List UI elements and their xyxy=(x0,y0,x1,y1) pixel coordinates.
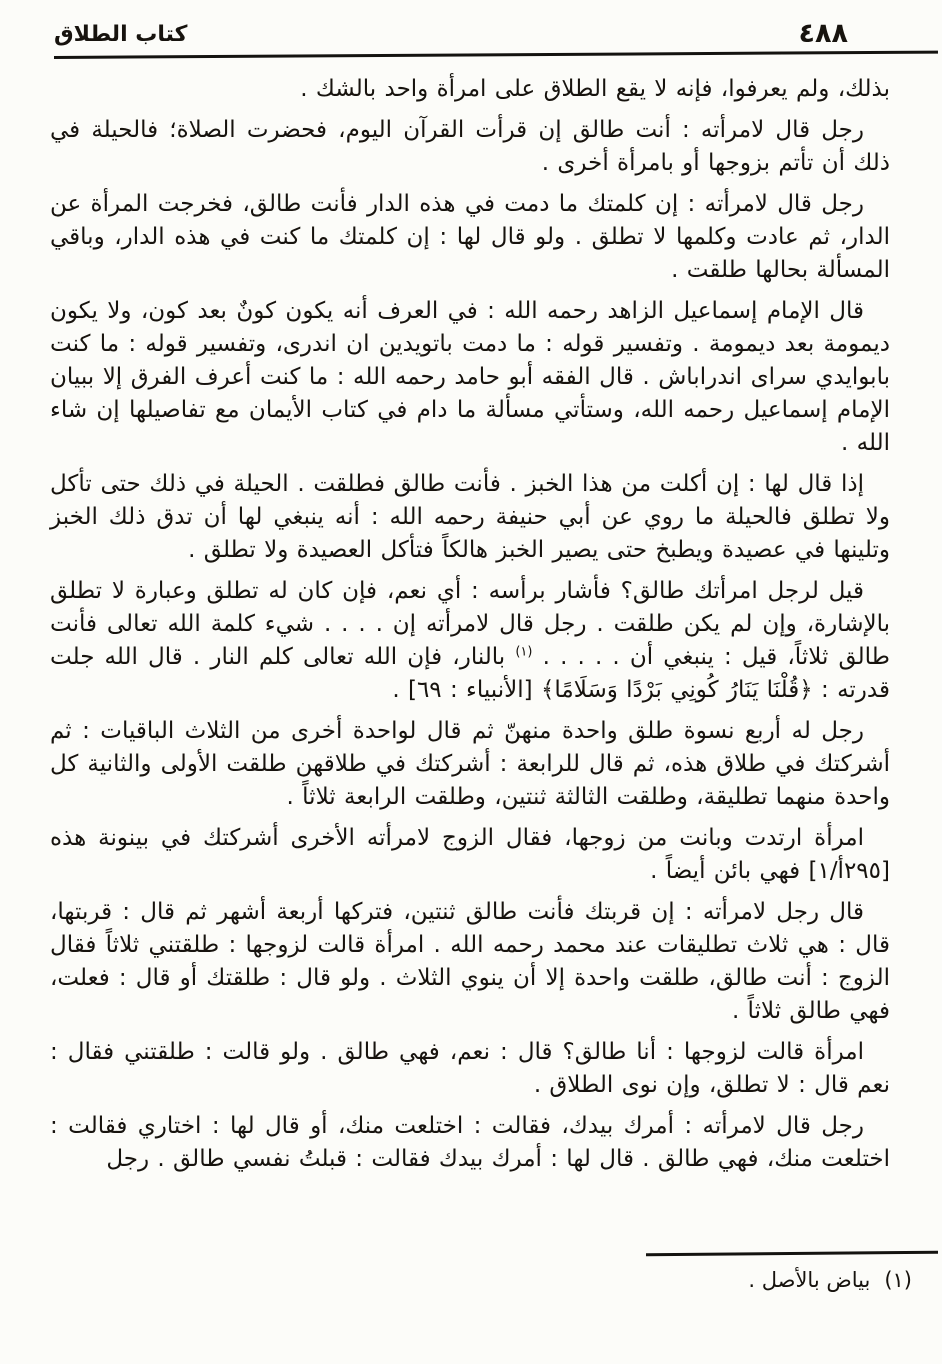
paragraph: امرأة ارتدت وبانت من زوجها، فقال الزوج لامرأته الأخرى أشركتك في بينونة هذه [٢٩٥أ/١] فهي بائن أيضاً . xyxy=(50,825,890,884)
paragraph-text-before: قيل لرجل امرأتك طالق؟ فأشار برأسه : أي نعم، فإن كان له تطلق وعبارة لا تطلق بالإشارة، وإن لم يكن طلقت . رجل قال لامرأته إن . . . . شيء كلمة الله تعالى فأنت طالق ثلاثاً، قيل : ينبغي أن . . . . . xyxy=(50,578,890,670)
paragraph: رجل قال لامرأته : إن كلمتك ما دمت في هذه الدار فأنت طالق، فخرجت المرأة عن الدار، ثم عادت وكلمها لا تطلق . ولو قال لها : إن كلمتك ما كنت في هذه الدار، وباقي المسألة بحالها طلقت . xyxy=(50,191,890,283)
paragraph: رجل قال لامرأته : أمرك بيدك، فقالت : اختلعت منك، أو قال لها : اختاري فقالت : اختلعت منك، فهي طالق . قال لها : أمرك بيدك فقالت : قبلتُ نفسي طالق . رجل xyxy=(50,1113,890,1172)
paragraph: رجل له أربع نسوة طلق واحدة منهنّ ثم قال لواحدة أخرى من الثلاث الباقيات : ثم أشركتك في طلاق هذه، ثم قال للرابعة : أشركتك في طلاقهن طلقت الأولى والثانية كل واحدة منهما تطليقة، وطلقت الثالثة ثنتين، وطلقت الرابعة ثلاثاً . xyxy=(50,718,890,810)
paragraph-with-footnote xyxy=(50,575,890,707)
chapter-title: كتاب الطلاق xyxy=(54,22,188,47)
paragraph-text-after: بالنار، فإن الله تعالى كلم النار . قال الله جلت قدرته : ﴿قُلْنَا يَنَارُ كُونِي بَرْدًا وَسَلَامًا﴾ [الأنبياء : ٦٩] . xyxy=(50,644,890,703)
page-number: ٤٨٨ xyxy=(798,18,848,49)
page-body xyxy=(0,59,942,1176)
header-rule xyxy=(54,51,938,59)
footnote xyxy=(0,1255,942,1295)
paragraph: امرأة قالت لزوجها : أنا طالق؟ قال : نعم، فهي طالق . ولو قالت : طلقتني فقال : نعم قال : لا تطلق، وإن نوى الطلاق . xyxy=(50,1039,890,1098)
paragraph: إذا قال لها : إن أكلت من هذا الخبز . فأنت طالق فطلقت . الحيلة في ذلك حتى تأكل ولا تطلق فالحيلة ما روي عن أبي حنيفة رحمه الله : أنه ينبغي لها أن تدق ذلك الخبز وتلينها في عصيدة ويطبخ حتى يصير الخبز هالكاً فتأكل العصيدة ولا تطلق . xyxy=(50,471,890,563)
paragraph: قال الإمام إسماعيل الزاهد رحمه الله : في العرف أنه يكون كونٌ بعد كون، ولا يكون ديمومة بعد ديمومة . وتفسير قوله : ما دمت باتويدين ان اندرى، وتفسير قوله : ما كنت بابوايدي سراى اندراباش . قال الفقه أبو حامد رحمه الله : ما كنت أعرف الفرق إلا ببيان الإمام إسماعيل رحمه الله، وستأتي مسألة ما دام في كتاب الأيمان مع تفاصيلها إن شاء الله . xyxy=(50,298,890,456)
paragraph: رجل قال لامرأته : أنت طالق إن قرأت القرآن اليوم، فحضرت الصلاة؛ فالحيلة في ذلك أن تأتم بزوجها أو بامرأة أخرى . xyxy=(50,117,890,176)
paragraph-continuation: بذلك، ولم يعرفوا، فإنه لا يقع الطلاق على امرأة واحد بالشك . xyxy=(300,76,890,102)
footnote-text: بياض بالأصل . xyxy=(748,1268,871,1292)
page-header xyxy=(0,0,942,47)
footnote-marker: (١) xyxy=(884,1268,912,1292)
paragraph: قال رجل لامرأته : إن قربتك فأنت طالق ثنتين، فتركها أربعة أشهر ثم قال : قربتها، قال : هي ثلاث تطليقات عند محمد رحمه الله . امرأة قالت لزوجها : طلقتني ثلاثاً فقال الزوج : أنت طالق، طلقت واحدة إلا أن ينوي الثلاث . ولو قال : طلقتك أو قال : فعلت، فهي طالق ثلاثاً . xyxy=(50,899,890,1024)
footnote-section xyxy=(0,1252,942,1364)
footnote-reference: (١) xyxy=(515,644,533,660)
